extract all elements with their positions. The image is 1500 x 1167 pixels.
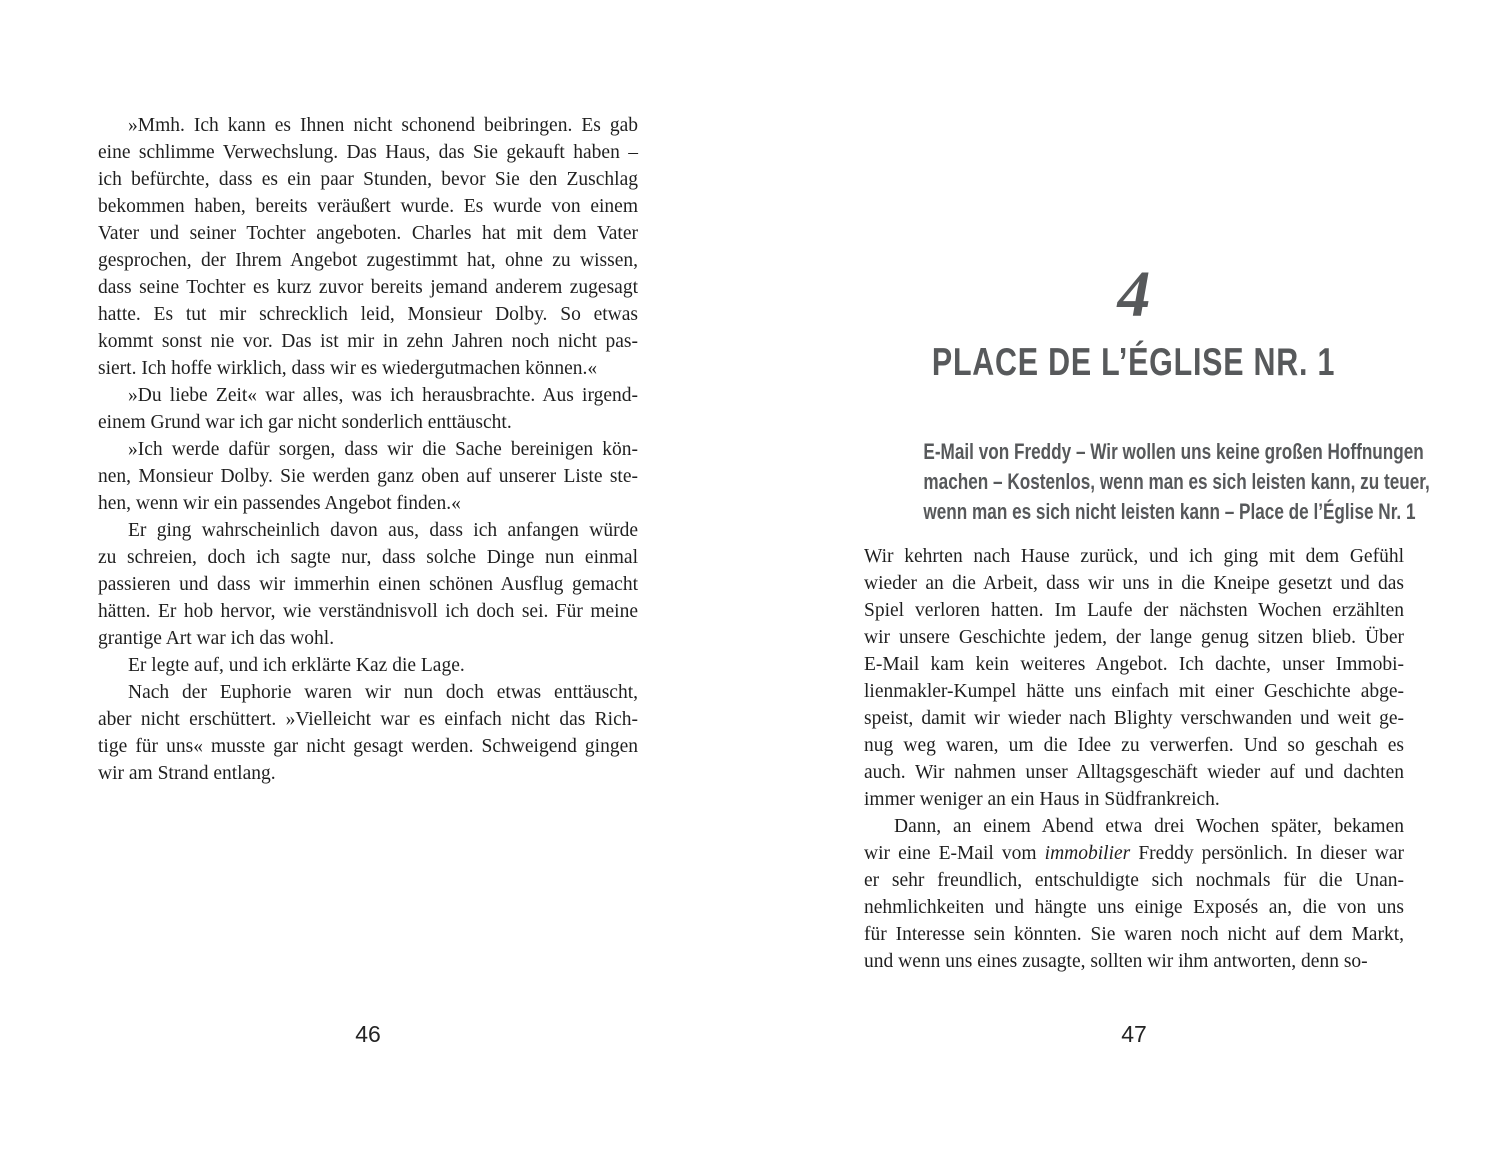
chapter-number: 4: [1117, 258, 1151, 331]
chapter-title: [864, 340, 1404, 386]
text-line: tige für uns« musste gar nicht gesagt werden. Schweigend gingen: [98, 736, 638, 757]
text-line: »Du liebe Zeit« war alles, was ich herausbrachte. Aus irgend-: [128, 385, 638, 406]
text-line: Er ging wahrscheinlich davon aus, dass ich anfangen würde: [128, 520, 638, 541]
text-line: zu schreien, doch ich sagte nur, dass solche Dinge nun einmal: [98, 547, 638, 568]
text-line: dass seine Tochter es kurz zuvor bereits jemand anderem zugesagt: [98, 277, 638, 298]
text-line: nen, Monsieur Dolby. Sie werden ganz oben auf unserer Liste ste-: [98, 466, 638, 487]
text-line: Wir kehrten nach Hause zurück, und ich ging mit dem Gefühl: [864, 546, 1404, 567]
chapter-title-text: PLACE DE L’ÉGLISE NR. 1: [932, 341, 1336, 384]
text-line: passieren und dass wir immerhin einen schönen Ausflug gemacht: [98, 574, 638, 595]
text-line: nug weg waren, um die Idee zu verwerfen. Und so geschah es: [864, 735, 1404, 756]
right-page-number: 47: [1121, 1021, 1147, 1047]
text-line: aber nicht erschüttert. »Vielleicht war es einfach nicht das Rich-: [98, 709, 638, 730]
text-line: eine schlimme Verwechslung. Das Haus, das Sie gekauft haben –: [98, 142, 638, 163]
text-line: immer weniger an ein Haus in Südfrankreich.: [864, 789, 1220, 810]
text-line: »Ich werde dafür sorgen, dass wir die Sache bereinigen kön-: [128, 439, 638, 460]
text-line: nehmlichkeiten und hängte uns einige Exposés an, die von uns: [864, 897, 1404, 918]
epigraph-line: E-Mail von Freddy – Wir wollen uns keine großen Hoffnungen: [923, 439, 1424, 464]
text-line: »Mmh. Ich kann es Ihnen nicht schonend beibringen. Es gab: [128, 115, 638, 136]
text-line: wieder an die Arbeit, dass wir uns in die Kneipe gesetzt und das: [864, 573, 1404, 594]
text-line: bekommen haben, bereits veräußert wurde. Es wurde von einem: [98, 196, 638, 217]
text-line: grantige Art war ich das wohl.: [98, 628, 335, 649]
text-line: Nach der Euphorie waren wir nun doch etwas enttäuscht,: [128, 682, 638, 703]
epigraph-line: wenn man es sich nicht leisten kann – Place de l’Église Nr. 1: [923, 499, 1416, 524]
text-line: und wenn uns eines zusagte, sollten wir ihm antworten, denn so-: [864, 951, 1368, 972]
chapter-epigraph: [923, 437, 1430, 527]
epigraph-line: machen – Kostenlos, wenn man es sich leisten kann, zu teuer,: [923, 469, 1430, 494]
text-line: lienmakler-Kumpel hätte uns einfach mit einer Geschichte abge-: [864, 681, 1404, 702]
text-line: Spiel verloren hatten. Im Laufe der nächsten Wochen erzählten: [864, 600, 1404, 621]
text-line: er sehr freundlich, entschuldigte sich nochmals für die Unan-: [864, 870, 1404, 891]
text-line: Er legte auf, und ich erklärte Kaz die Lage.: [128, 655, 465, 676]
text-line: E-Mail kam kein weiteres Angebot. Ich dachte, unser Immobi-: [864, 654, 1404, 675]
text-line: wir am Strand entlang.: [98, 763, 276, 784]
text-line: kommt sonst nie vor. Das ist mir in zehn Jahren noch nicht pas-: [98, 331, 638, 352]
text-line: hatte. Es tut mir schrecklich leid, Monsieur Dolby. So etwas: [98, 304, 638, 325]
text-line: einem Grund war ich gar nicht sonderlich enttäuscht.: [98, 412, 512, 433]
text-line: für Interesse sein könnten. Sie waren noch nicht auf dem Markt,: [864, 924, 1404, 945]
text-line: auch. Wir nahmen unser Alltagsgeschäft wieder auf und dachten: [864, 762, 1404, 783]
text-line: Dann, an einem Abend etwa drei Wochen später, bekamen: [894, 816, 1404, 837]
text-line: wir unsere Geschichte jedem, der lange genug sitzen blieb. Über: [864, 627, 1404, 648]
text-line: siert. Ich hoffe wirklich, dass wir es wiedergutmachen können.«: [98, 358, 598, 379]
text-line: speist, damit wir wieder nach Blighty verschwanden und weit ge-: [864, 708, 1404, 729]
text-line: wir eine E-Mail vom immobilier Freddy persönlich. In dieser war: [864, 843, 1405, 864]
text-line: ich befürchte, dass es ein paar Stunden, bevor Sie den Zuschlag: [98, 169, 638, 190]
text-line: hätten. Er hob hervor, wie verständnisvoll ich doch sei. Für meine: [98, 601, 638, 622]
text-line: hen, wenn wir ein passendes Angebot finden.«: [98, 493, 461, 514]
left-page-number: 46: [355, 1021, 381, 1047]
right-text-column: [864, 543, 1404, 975]
text-line: gesprochen, der Ihrem Angebot zugestimmt hat, ohne zu wissen,: [98, 250, 638, 271]
text-line: Vater und seiner Tochter angeboten. Charles hat mit dem Vater: [98, 223, 638, 244]
